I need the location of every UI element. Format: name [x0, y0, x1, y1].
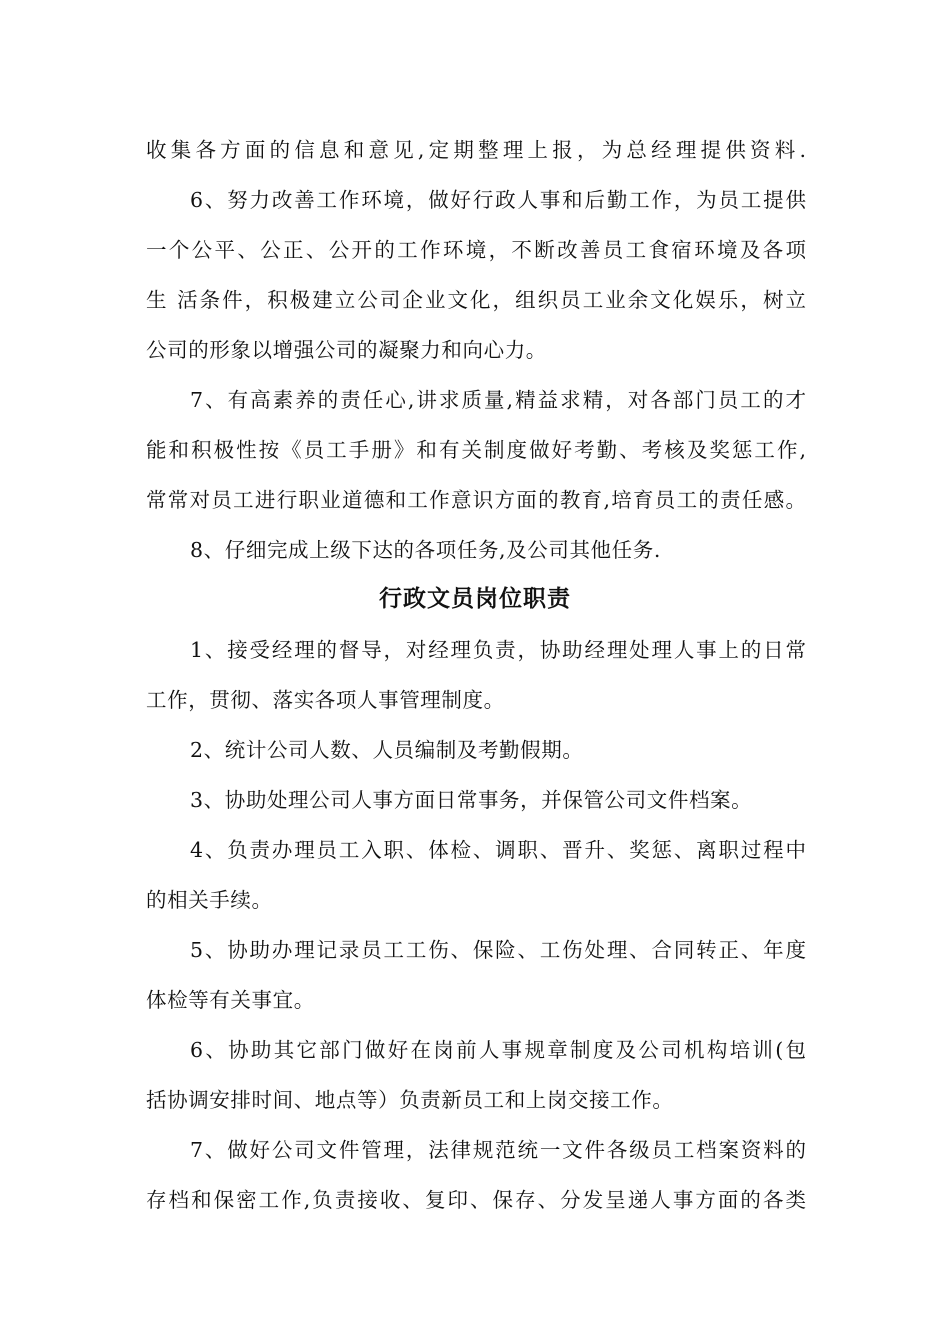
paragraph-line: 能和积极性按《员工手册》和有关制度做好考勤、考核及奖惩工作,: [146, 438, 806, 462]
paragraph-line: 4、负责办理员工入职、体检、调职、晋升、奖惩、离职过程中: [190, 838, 806, 862]
paragraph-line: 2、统计公司人数、人员编制及考勤假期。: [190, 738, 584, 762]
paragraph-line: 存档和保密工作,负责接收、复印、保存、分发呈递人事方面的各类: [146, 1188, 806, 1212]
paragraph-line: 8、仔细完成上级下达的各项任务,及公司其他任务.: [190, 538, 661, 562]
paragraph-line: 括协调安排时间、地点等）负责新员工和上岗交接工作。: [146, 1088, 674, 1112]
paragraph-line: 体检等有关事宜。: [146, 988, 315, 1012]
section-title: 行政文员岗位职责: [379, 585, 571, 612]
paragraph-line: 5、协助办理记录员工工伤、保险、工伤处理、合同转正、年度: [190, 938, 806, 962]
paragraph-line: 工作，贯彻、落实各项人事管理制度。: [146, 688, 505, 712]
paragraph-line: 生 活条件，积极建立公司企业文化，组织员工业余文化娱乐，树立: [146, 288, 806, 312]
paragraph-line: 常常对员工进行职业道德和工作意识方面的教育,培育员工的责任感。: [146, 488, 806, 512]
paragraph-line: 收集各方面的信息和意见,定期整理上报，为总经理提供资料.: [146, 138, 806, 162]
paragraph-line: 7、做好公司文件管理，法律规范统一文件各级员工档案资料的: [190, 1138, 806, 1162]
paragraph-line: 7、有高素养的责任心,讲求质量,精益求精，对各部门员工的才: [190, 388, 806, 412]
paragraph-line: 1、接受经理的督导，对经理负责，协助经理处理人事上的日常: [190, 638, 806, 662]
paragraph-line: 3、协助处理公司人事方面日常事务，并保管公司文件档案。: [190, 788, 753, 812]
paragraph-line: 公司的形象以增强公司的凝聚力和向心力。: [146, 338, 547, 362]
paragraph-line: 的相关手续。: [146, 888, 273, 912]
paragraph-line: 6、协助其它部门做好在岗前人事规章制度及公司机构培训(包: [190, 1038, 806, 1062]
paragraph-line: 6、努力改善工作环境，做好行政人事和后勤工作，为员工提供: [190, 188, 806, 212]
paragraph-line: 一个公平、公正、公开的工作环境，不断改善员工食宿环境及各项: [146, 238, 806, 262]
